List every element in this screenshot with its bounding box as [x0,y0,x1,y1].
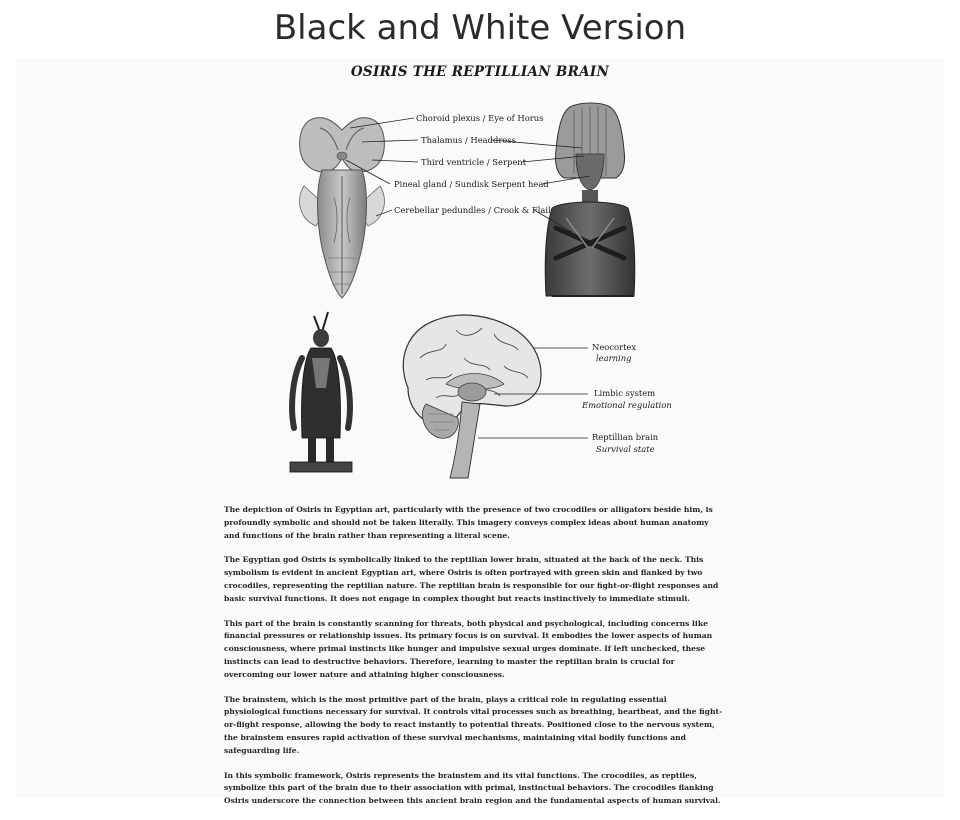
osiris-statue-illustration [545,103,635,296]
brainstem-dorsal-illustration [300,118,385,298]
paragraph-5: In this symbolic framework, Osiris represents the brainstem and its vital functions. The crocodiles, as reptiles, symbolize this part of the brain due to their association with primal, instinctual behaviors. The crocodiles flanking Osiris underscore the connection between this ancient brain region and the fundamental aspects of human survival. [224,770,721,806]
label-third-ventricle: Third ventricle / Serpent [421,157,527,167]
brain-sagittal-illustration [403,315,541,478]
paragraph-3: This part of the brain is constantly scanning for threats, both physical and psychological, including concerns like financial pressures or relationship issues. Its primary focus is on survival. It embodies the lower aspects of human consciousness, where primal instincts like hunger and impulsive sexual urges dominate. If left unchecked, these instincts can lead to destructive behaviors. Therefore, learning to master the reptilian brain is crucial for overcoming our lower nature and attaining higher consciousness. [224,618,713,679]
label-limbic-system-sub: Emotional regulation [582,400,672,410]
paragraph-1: The depiction of Osiris in Egyptian art, particularly with the presence of two crocodiles or alligators beside him, is profoundly symbolic and should not be taken literally. This imagery conveys complex ideas about human anatomy and functions of the brain rather than representing a literal scene. [224,505,713,540]
label-neocortex-sub: learning [596,353,632,363]
standing-osiris-illustration [290,312,352,472]
figure-title: Black and White Version [273,8,687,48]
body-text [224,504,724,820]
brain-labels [581,342,672,454]
paragraph-4: The brainstem, which is the most primitive part of the brain, plays a critical role in regulating essential physiological functions necessary for survival. It controls vital processes such as breathing, heartbeat, and the fight-or-flight response, allowing the body to react instantly to potential threats. Positioned close to the nervous system, the brainstem ensures rapid activation of these survival mechanisms, maintaining vital bodily functions and safeguarding life. [224,694,723,755]
top-labels [394,113,551,215]
label-pineal-gland: Pineal gland / Sundisk Serpent head [394,179,549,189]
document-page [16,58,944,806]
document-title: OSIRIS THE REPTILLIAN BRAIN [350,64,610,80]
paragraph-2: The Egyptian god Osiris is symbolically linked to the reptilian lower brain, situated at the back of the neck. This symbolism is evident in ancient Egyptian art, where Osiris is often portrayed with green skin and flanked by two crocodiles, representing the reptilian nature. The reptilian brain is responsible for our fight-or-flight responses and basic survival functions. It does not engage in complex thought but reacts instinctively to immediate stimuli. [224,555,719,603]
label-neocortex: Neocortex [592,342,637,352]
label-thalamus: Thalamus / Headdress [421,135,516,145]
label-reptilian-brain-sub: Survival state [596,444,655,454]
label-choroid-plexus: Choroid plexus / Eye of Horus [416,113,544,123]
label-reptilian-brain: Reptillian brain [592,432,659,442]
label-cerebellar-peduncles: Cerebellar pedundles / Crook & Flail [394,205,551,215]
label-limbic-system: Limbic system [594,388,656,398]
